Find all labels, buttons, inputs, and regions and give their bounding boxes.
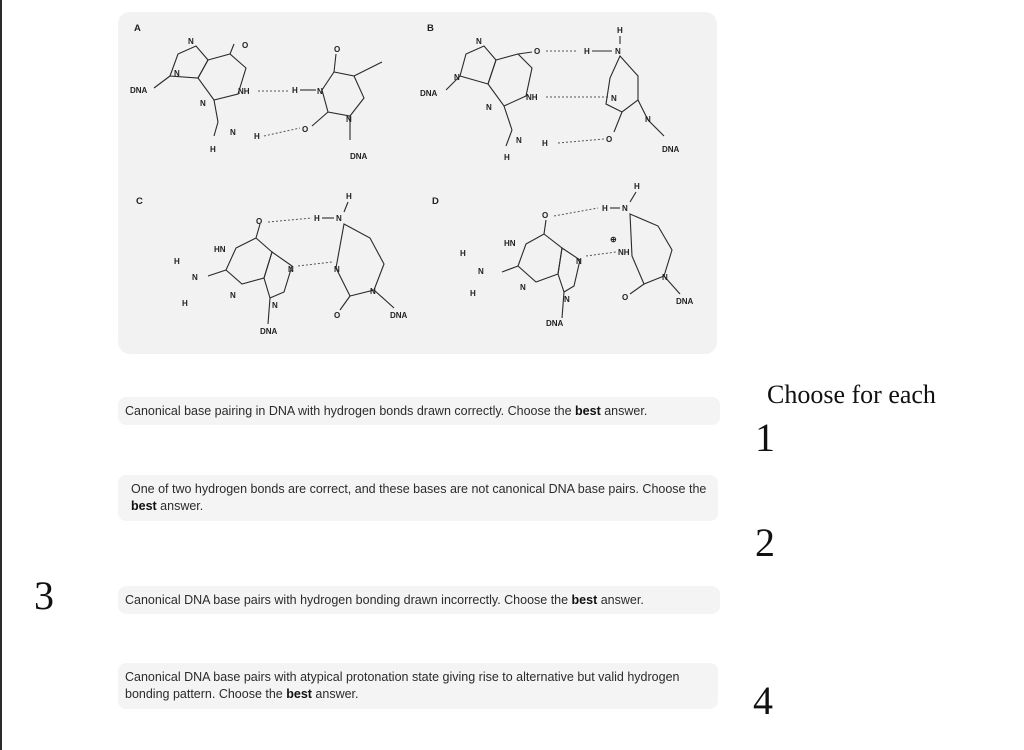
question-card-4[interactable]: Canonical DNA base pairs with atypical protonation state giving rise to alternative but valid hydrogen bonding pattern. Choose the best answer. — [118, 663, 718, 709]
svg-text:N: N — [317, 87, 323, 96]
question-card-3[interactable]: Canonical DNA base pairs with hydrogen bonding drawn incorrectly. Choose the best answer. — [118, 586, 720, 614]
svg-text:H: H — [460, 249, 466, 258]
svg-text:DNA: DNA — [546, 319, 564, 328]
question-card-1[interactable]: Canonical base pairing in DNA with hydrogen bonds drawn correctly. Choose the best answer. — [118, 397, 720, 425]
svg-text:N: N — [564, 295, 570, 304]
svg-text:O: O — [622, 293, 629, 302]
svg-text:H: H — [210, 145, 216, 154]
svg-text:HN: HN — [214, 245, 226, 254]
svg-text:O: O — [606, 135, 613, 144]
svg-text:⊕: ⊕ — [610, 235, 617, 244]
answer-number-2: 2 — [755, 520, 775, 565]
svg-text:N: N — [230, 128, 236, 137]
svg-text:H: H — [470, 289, 476, 298]
svg-text:H: H — [542, 139, 548, 148]
svg-text:NH: NH — [618, 248, 630, 257]
panel-label-a: A — [134, 23, 141, 34]
structure-a — [130, 23, 382, 161]
svg-text:DNA: DNA — [676, 297, 694, 306]
svg-text:H: H — [617, 26, 623, 35]
svg-text:O: O — [242, 41, 249, 50]
answer-number-4: 4 — [753, 678, 773, 723]
svg-text:O: O — [302, 125, 309, 134]
answer-number-1: 1 — [755, 415, 775, 460]
svg-text:HN: HN — [504, 239, 516, 248]
svg-text:N: N — [192, 273, 198, 282]
panel-label-b: B — [427, 23, 434, 34]
svg-text:H: H — [182, 299, 188, 308]
svg-text:N: N — [454, 73, 460, 82]
svg-text:N: N — [476, 37, 482, 46]
svg-text:O: O — [534, 47, 541, 56]
choose-for-each-title: Choose for each — [767, 380, 936, 409]
svg-text:N: N — [576, 257, 582, 266]
svg-text:DNA: DNA — [130, 86, 148, 95]
structure-d — [432, 182, 694, 328]
svg-text:O: O — [334, 311, 341, 320]
svg-text:N: N — [478, 267, 484, 276]
svg-text:DNA: DNA — [390, 311, 408, 320]
panel-label-c: C — [136, 196, 143, 207]
svg-text:N: N — [288, 265, 294, 274]
svg-text:H: H — [254, 132, 260, 141]
structure-b — [420, 23, 680, 162]
svg-text:N: N — [336, 214, 342, 223]
svg-text:N: N — [200, 99, 206, 108]
svg-text:O: O — [542, 211, 549, 220]
structures-svg — [118, 12, 717, 354]
question-card-2[interactable]: One of two hydrogen bonds are correct, and these bases are not canonical DNA base pairs. Choose the best answer. — [118, 475, 718, 521]
svg-text:NH: NH — [238, 87, 250, 96]
svg-text:H: H — [292, 86, 298, 95]
structure-c — [136, 192, 408, 336]
base-pair-figure — [118, 12, 717, 354]
svg-text:N: N — [622, 204, 628, 213]
svg-text:N: N — [230, 291, 236, 300]
svg-text:N: N — [346, 115, 352, 124]
svg-text:N: N — [334, 265, 340, 274]
svg-text:N: N — [174, 69, 180, 78]
svg-text:N: N — [615, 47, 621, 56]
svg-text:DNA: DNA — [662, 145, 680, 154]
svg-text:N: N — [272, 301, 278, 310]
svg-text:N: N — [516, 136, 522, 145]
svg-text:N: N — [370, 287, 376, 296]
svg-text:DNA: DNA — [260, 327, 278, 336]
svg-text:N: N — [486, 103, 492, 112]
svg-text:H: H — [346, 192, 352, 201]
svg-text:DNA: DNA — [350, 152, 368, 161]
svg-text:O: O — [334, 45, 341, 54]
svg-text:H: H — [634, 182, 640, 191]
svg-text:H: H — [602, 204, 608, 213]
svg-text:H: H — [504, 153, 510, 162]
svg-text:DNA: DNA — [420, 89, 438, 98]
svg-text:N: N — [520, 283, 526, 292]
svg-text:N: N — [611, 94, 617, 103]
svg-text:N: N — [662, 273, 668, 282]
svg-text:H: H — [314, 214, 320, 223]
panel-label-d: D — [432, 196, 439, 207]
answer-number-3: 3 — [34, 573, 54, 618]
svg-text:H: H — [174, 257, 180, 266]
svg-text:H: H — [584, 47, 590, 56]
svg-text:N: N — [188, 37, 194, 46]
svg-text:NH: NH — [526, 93, 538, 102]
left-border-line — [0, 0, 2, 750]
svg-text:O: O — [256, 217, 263, 226]
svg-text:N: N — [645, 115, 651, 124]
